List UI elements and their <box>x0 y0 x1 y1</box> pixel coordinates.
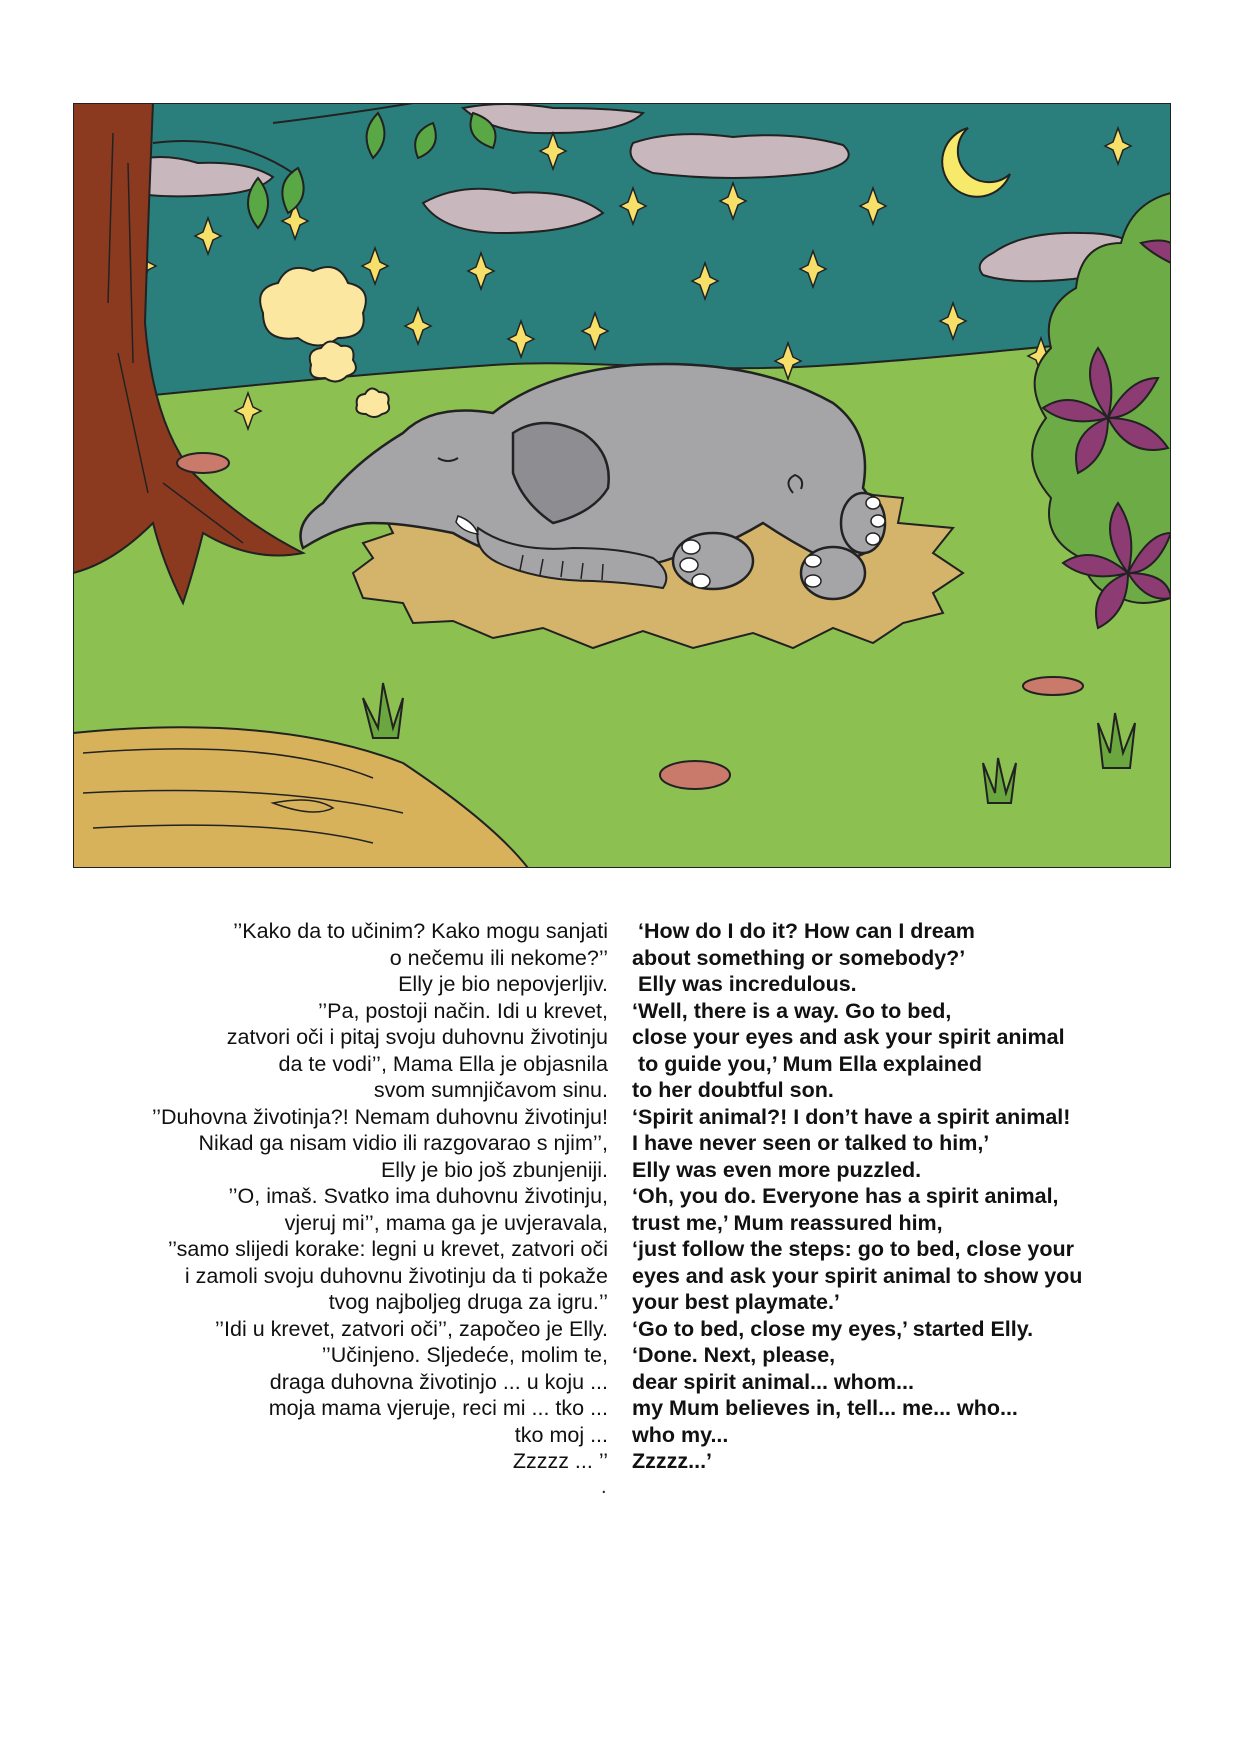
croatian-line: ’’Duhovna životinja?! Nemam duhovnu životinju! <box>151 1104 608 1129</box>
english-line: about something or somebody?’ <box>632 945 966 970</box>
croatian-line: Nikad ga nisam vidio ili razgovarao s njim’’, <box>198 1131 608 1155</box>
english-line: Elly was even more puzzled. <box>632 1157 922 1182</box>
toenail <box>866 497 880 509</box>
english-line: Elly was incredulous. <box>632 972 857 996</box>
croatian-line: ’’O, imaš. Svatko ima duhovnu životinju, <box>228 1184 608 1208</box>
croatian-line: zatvori oči i pitaj svoju duhovnu životinju <box>226 1025 608 1049</box>
croatian-line: Zzzzz ... ’’ <box>512 1449 608 1473</box>
croatian-line: draga duhovna životinjo ... u koju ... <box>269 1369 608 1394</box>
english-line: ‘Spirit animal?! I don’t have a spirit animal! <box>632 1104 1071 1129</box>
english-line: Zzzzz...’ <box>632 1449 713 1473</box>
english-line: my Mum believes in, tell... me... who... <box>632 1396 1018 1420</box>
english-line: ‘Oh, you do. Everyone has a spirit animal, <box>632 1184 1059 1208</box>
croatian-line: i zamoli svoju duhovnu životinju da ti pokaže <box>184 1263 608 1288</box>
croatian-line: Elly je bio još zbunjeniji. <box>380 1157 608 1182</box>
story-illustration <box>73 103 1171 868</box>
croatian-line: ’’Učinjeno. Sljedeće, molim te, <box>321 1343 608 1367</box>
english-line: dear spirit animal... whom... <box>632 1369 914 1394</box>
toenail <box>866 533 880 545</box>
croatian-line: tvog najboljeg druga za igru.’’ <box>328 1290 608 1314</box>
croatian-line: vjeruj mi’’, mama ga je uvjeravala, <box>284 1210 608 1235</box>
croatian-line: svom sumnjičavom sinu. <box>373 1078 608 1102</box>
english-line: ‘Well, there is a way. Go to bed, <box>632 998 952 1023</box>
croatian-line: ’’Kako da to učinim? Kako mogu sanjati <box>233 919 608 943</box>
english-line: ‘just follow the steps: go to bed, close your <box>632 1237 1074 1261</box>
croatian-line: ’’Idi u krevet, zatvori oči’’, započeo je Elly. <box>214 1316 608 1341</box>
english-line: to her doubtful son. <box>632 1078 834 1102</box>
english-line: to guide you,’ Mum Ella explained <box>632 1051 983 1076</box>
cloud-4 <box>631 134 849 178</box>
english-line: I have never seen or talked to him,’ <box>632 1131 990 1155</box>
croatian-line: ’’samo slijedi korake: legni u krevet, zatvori oči <box>167 1237 608 1261</box>
english-line: ‘How do I do it? How can I dream <box>632 919 975 943</box>
english-line: your best playmate.’ <box>632 1290 840 1314</box>
rock <box>177 453 229 473</box>
english-text-column <box>632 918 1152 1475</box>
toenail <box>692 574 710 588</box>
toenail <box>682 540 700 554</box>
rock <box>1023 677 1083 695</box>
toenail <box>871 515 885 527</box>
english-line: ‘Done. Next, please, <box>632 1343 836 1367</box>
croatian-line: ’’Pa, postoji način. Idi u krevet, <box>317 998 608 1023</box>
rock <box>660 761 730 789</box>
croatian-line: moja mama vjeruje, reci mi ... tko ... <box>268 1396 608 1420</box>
croatian-line: tko moj ... <box>514 1422 608 1447</box>
croatian-text-column <box>100 918 608 1475</box>
toenail <box>680 558 698 572</box>
english-line: ‘Go to bed, close my eyes,’ started Elly. <box>632 1316 1034 1341</box>
english-line: eyes and ask your spirit animal to show you <box>632 1263 1083 1288</box>
english-line: close your eyes and ask your spirit animal <box>632 1025 1065 1049</box>
english-line: trust me,’ Mum reassured him, <box>632 1210 943 1235</box>
trailing-period: . <box>601 1476 607 1498</box>
toenail <box>805 555 821 567</box>
croatian-line: da te vodi’’, Mama Ella je objasnila <box>278 1051 608 1076</box>
english-line: who my... <box>632 1422 729 1447</box>
croatian-line: Elly je bio nepovjerljiv. <box>398 972 608 996</box>
toenail <box>805 575 821 587</box>
croatian-line: o nečemu ili nekome?’’ <box>389 945 608 970</box>
